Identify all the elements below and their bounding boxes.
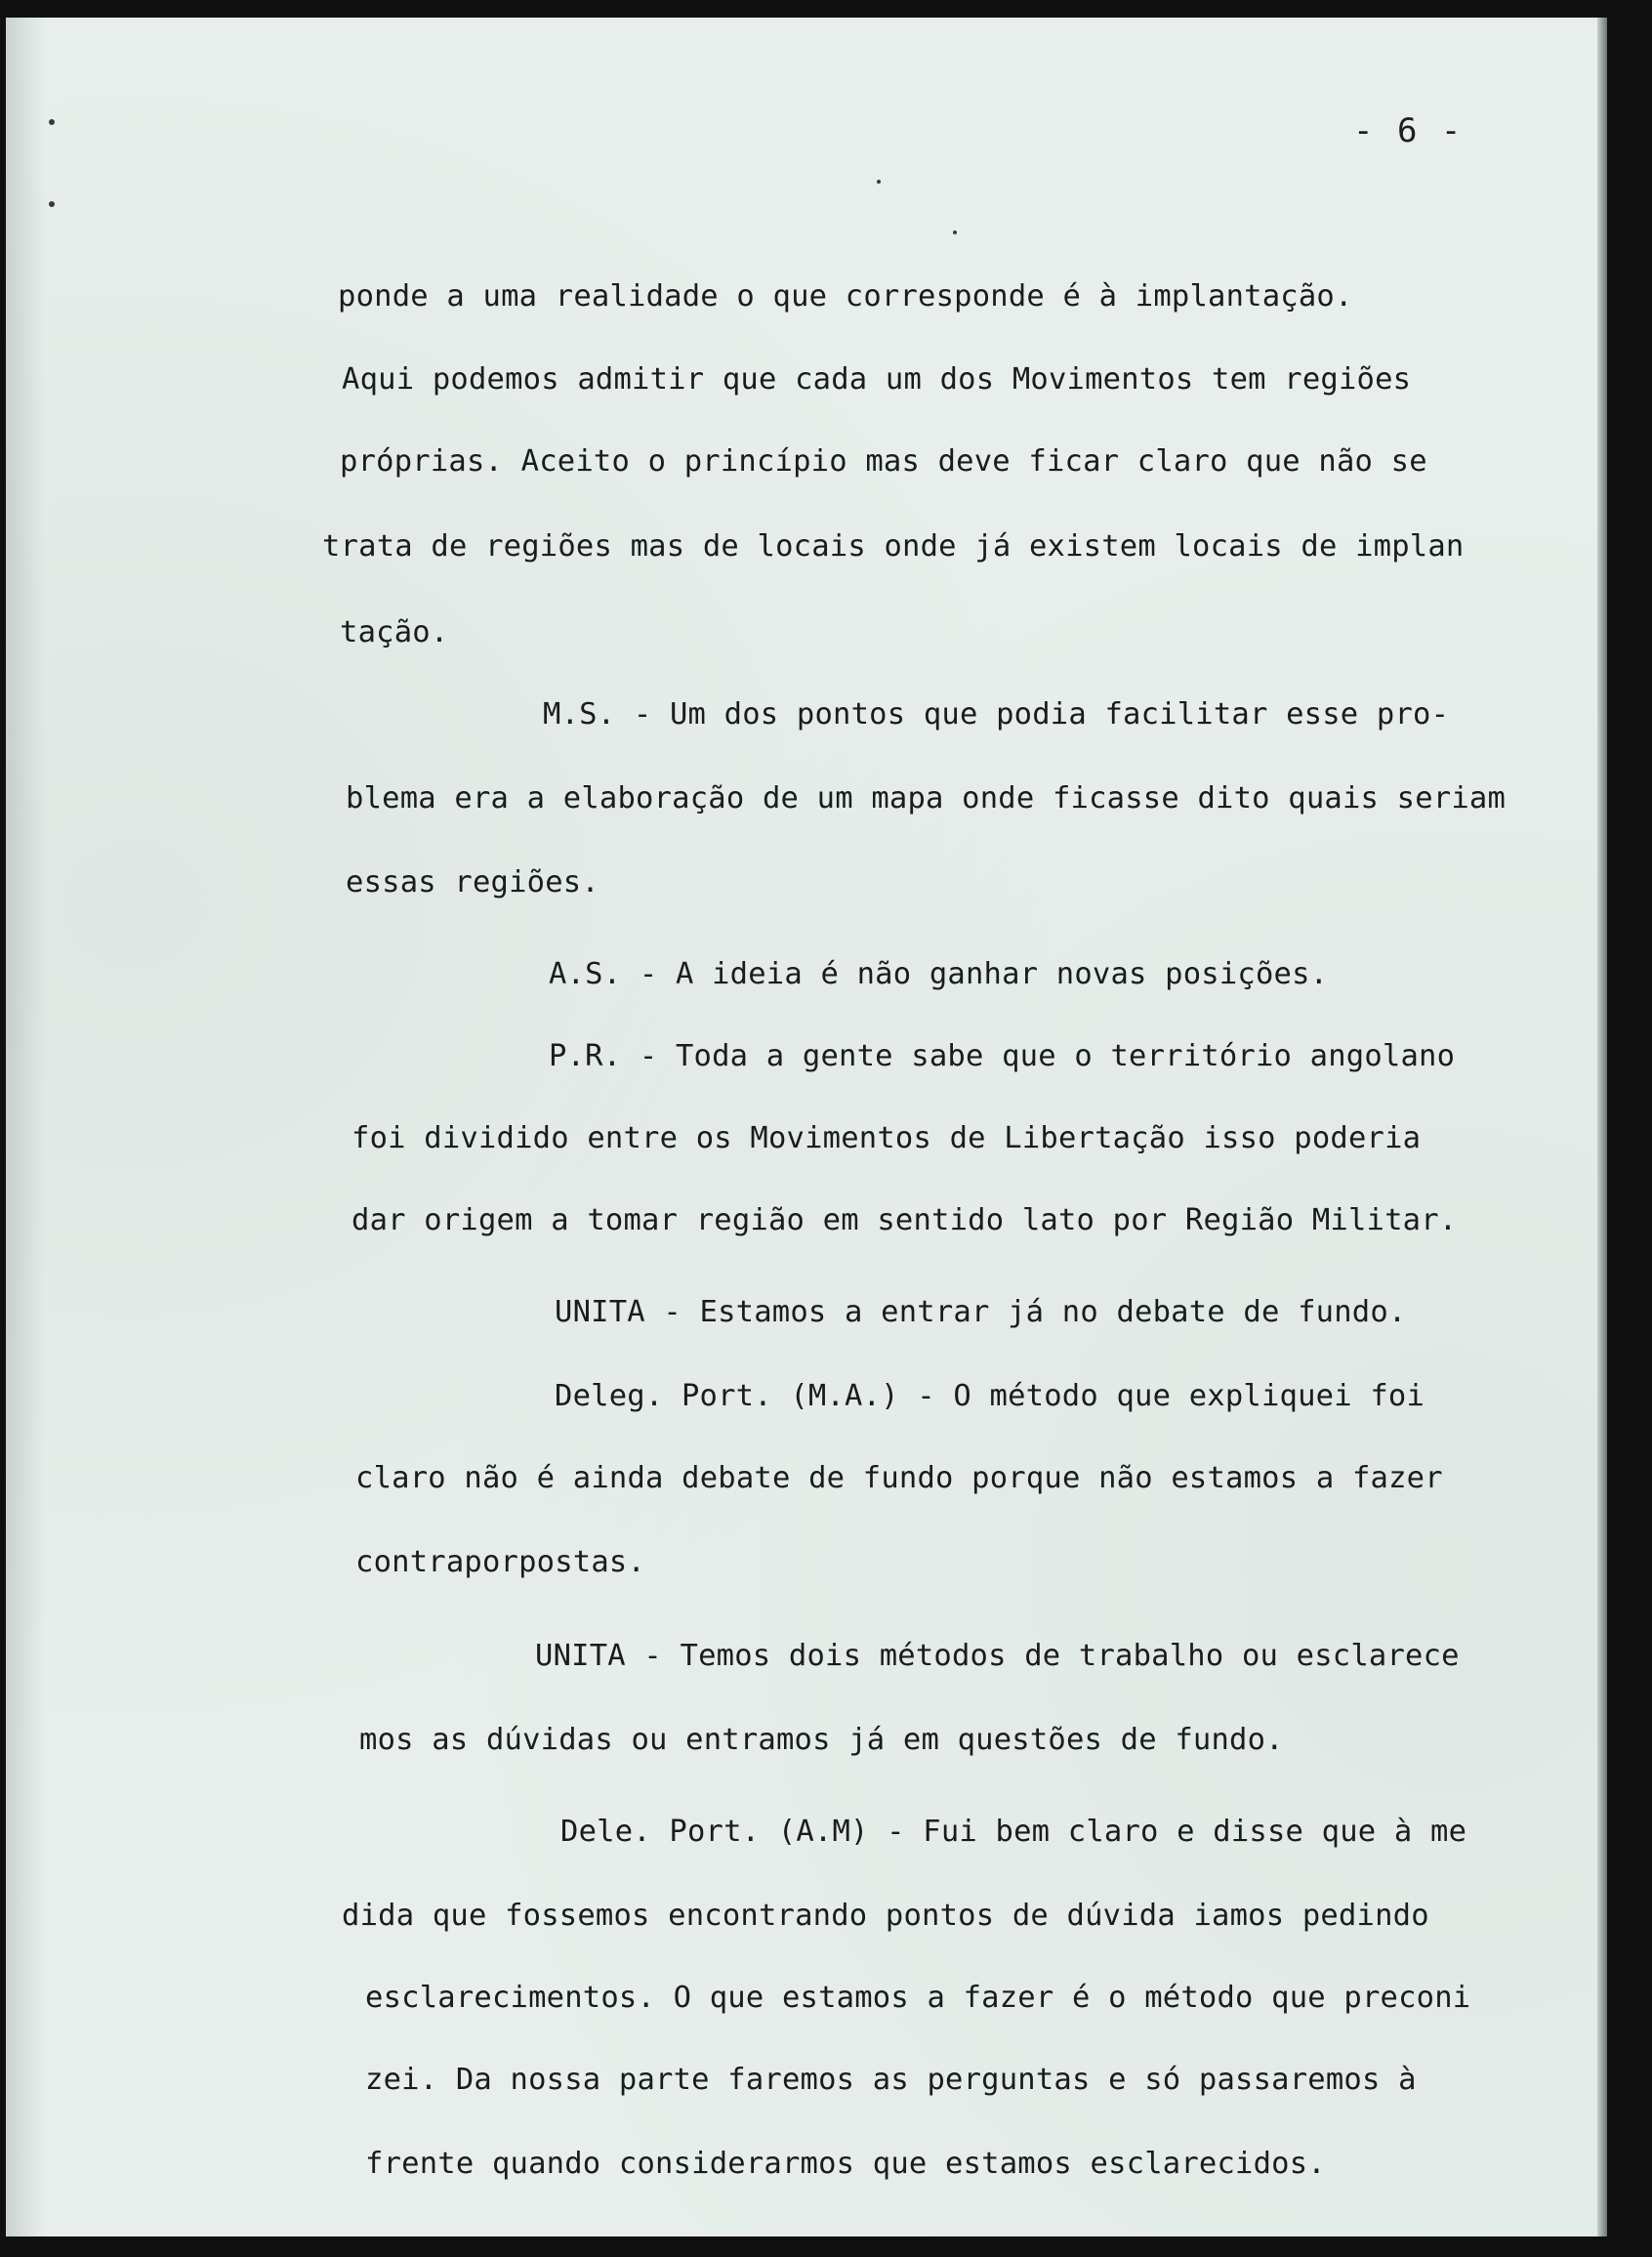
- text-line: ponde a uma realidade o que corresponde é à implantação.: [338, 279, 1353, 313]
- text-line: blema era a elaboração de um mapa onde ficasse dito quais seriam: [346, 781, 1507, 815]
- text-line: M.S. - Um dos pontos que podia facilitar esse pro-: [543, 697, 1450, 731]
- text-line: Dele. Port. (A.M) - Fui bem claro e disse que à me: [560, 1815, 1467, 1849]
- ink-speck: [49, 201, 55, 207]
- text-line: P.R. - Toda a gente sabe que o território angolano: [549, 1039, 1456, 1073]
- text-line: claro não é ainda debate de fundo porque não estamos a fazer: [355, 1461, 1443, 1495]
- text-line: A.S. - A ideia é não ganhar novas posições.: [549, 957, 1329, 991]
- page-edge-shadow: [6, 18, 45, 2236]
- text-line: UNITA - Estamos a entrar já no debate de fundo.: [555, 1295, 1407, 1329]
- text-line: mos as dúvidas ou entramos já em questões de fundo.: [359, 1723, 1284, 1757]
- text-line: Deleg. Port. (M.A.) - O método que expliquei foi: [555, 1379, 1425, 1413]
- text-line: contraporpostas.: [355, 1545, 646, 1579]
- text-line: essas regiões.: [346, 865, 599, 899]
- text-line: próprias. Aceito o princípio mas deve ficar claro que não se: [340, 444, 1427, 479]
- text-line: esclarecimentos. O que estamos a fazer é o método que preconi: [365, 1981, 1471, 2015]
- text-line: UNITA - Temos dois métodos de trabalho ou esclarece: [535, 1639, 1460, 1673]
- text-line: trata de regiões mas de locais onde já existem locais de implan: [322, 529, 1465, 564]
- page-number: - 6 -: [1353, 111, 1464, 150]
- text-line: Aqui podemos admitir que cada um dos Movimentos tem regiões: [342, 362, 1412, 397]
- text-line: dida que fossemos encontrando pontos de dúvida iamos pedindo: [342, 1899, 1429, 1933]
- text-line: tação.: [340, 615, 449, 649]
- page-right-edge: [1597, 18, 1607, 2236]
- text-line: dar origem a tomar região em sentido lato por Região Militar.: [351, 1203, 1458, 1237]
- text-line: zei. Da nossa parte faremos as perguntas e só passaremos à: [365, 2063, 1417, 2097]
- text-line: frente quando considerarmos que estamos esclarecidos.: [365, 2147, 1326, 2181]
- ink-speck: [49, 119, 55, 125]
- ink-speck: [953, 230, 957, 234]
- document-page: [6, 18, 1607, 2236]
- text-line: foi dividido entre os Movimentos de Libertação isso poderia: [351, 1121, 1422, 1155]
- ink-speck: [877, 180, 881, 184]
